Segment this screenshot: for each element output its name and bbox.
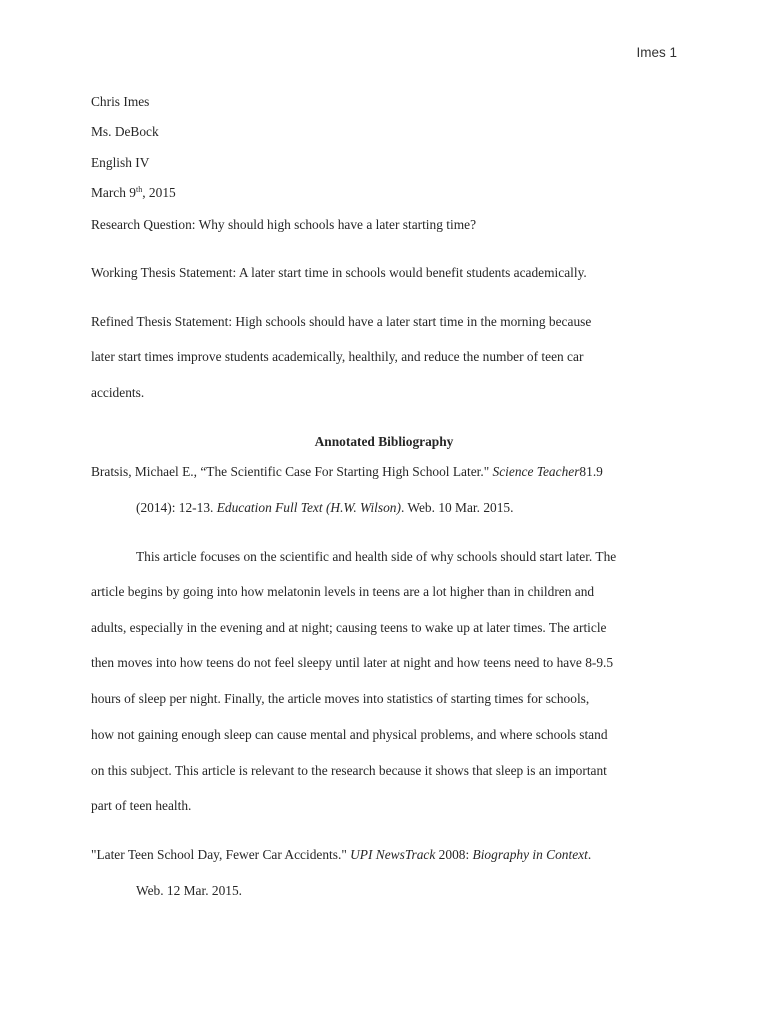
annotation-line: This article focuses on the scientific and health side of why schools should start later. The (136, 549, 617, 564)
teacher-name: Ms. DeBock (91, 124, 159, 139)
annotation-line: hours of sleep per night. Finally, the article moves into statistics of starting times for schools, (91, 691, 590, 706)
annotation-line: article begins by going into how melatonin levels in teens are a lot higher than in children and (91, 584, 595, 599)
citation-text: 2008: (435, 847, 473, 862)
annotation-line: then moves into how teens do not feel sleepy until later at night and how teens need to have 8-9.5 (91, 655, 614, 670)
refined-thesis-line: later start times improve students academically, healthily, and reduce the number of teen car (91, 349, 584, 364)
annotation-line: on this subject. This article is relevant to the research because it shows that sleep is an important (91, 763, 607, 778)
citation-2-line-1 (91, 847, 591, 863)
page-header-label: Imes 1 (636, 45, 677, 60)
bibliography-title: Annotated Bibliography (314, 434, 454, 449)
citation-1-line-1 (91, 464, 603, 480)
citation-2-line-2: Web. 12 Mar. 2015. (136, 883, 243, 898)
citation-text: . (587, 847, 592, 862)
date-ordinal: th (136, 185, 143, 194)
refined-thesis-line: Refined Thesis Statement: High schools should have a later start time in the morning because (91, 314, 592, 329)
author-name: Chris Imes (91, 94, 150, 109)
citation-text: 81.9 (579, 464, 603, 479)
refined-thesis-line: accidents. (91, 385, 145, 400)
citation-text: (2014): 12-13. (136, 500, 217, 515)
document-date (91, 185, 176, 201)
working-thesis: Working Thesis Statement: A later start time in schools would benefit students academically. (91, 265, 587, 280)
annotation-line: how not gaining enough sleep can cause mental and physical problems, and where schools stand (91, 727, 608, 742)
citation-text: . Web. 10 Mar. 2015. (400, 500, 514, 515)
citation-text: Bratsis, Michael E., “The Scientific Case For Starting High School Later." (91, 464, 493, 479)
research-question: Research Question: Why should high schools have a later starting time? (91, 217, 477, 232)
date-suffix: , 2015 (142, 185, 176, 200)
date-prefix: March 9 (91, 185, 136, 200)
citation-journal: Science Teacher (492, 464, 580, 479)
citation-database: Biography in Context (472, 847, 588, 862)
citation-1-line-2 (136, 500, 513, 516)
citation-source: UPI NewsTrack (350, 847, 436, 862)
citation-database: Education Full Text (H.W. Wilson) (216, 500, 401, 515)
annotation-line: adults, especially in the evening and at night; causing teens to wake up at later times. The article (91, 620, 607, 635)
course-name: English IV (91, 155, 150, 170)
citation-text: "Later Teen School Day, Fewer Car Accidents." (91, 847, 351, 862)
annotation-line: part of teen health. (91, 798, 192, 813)
